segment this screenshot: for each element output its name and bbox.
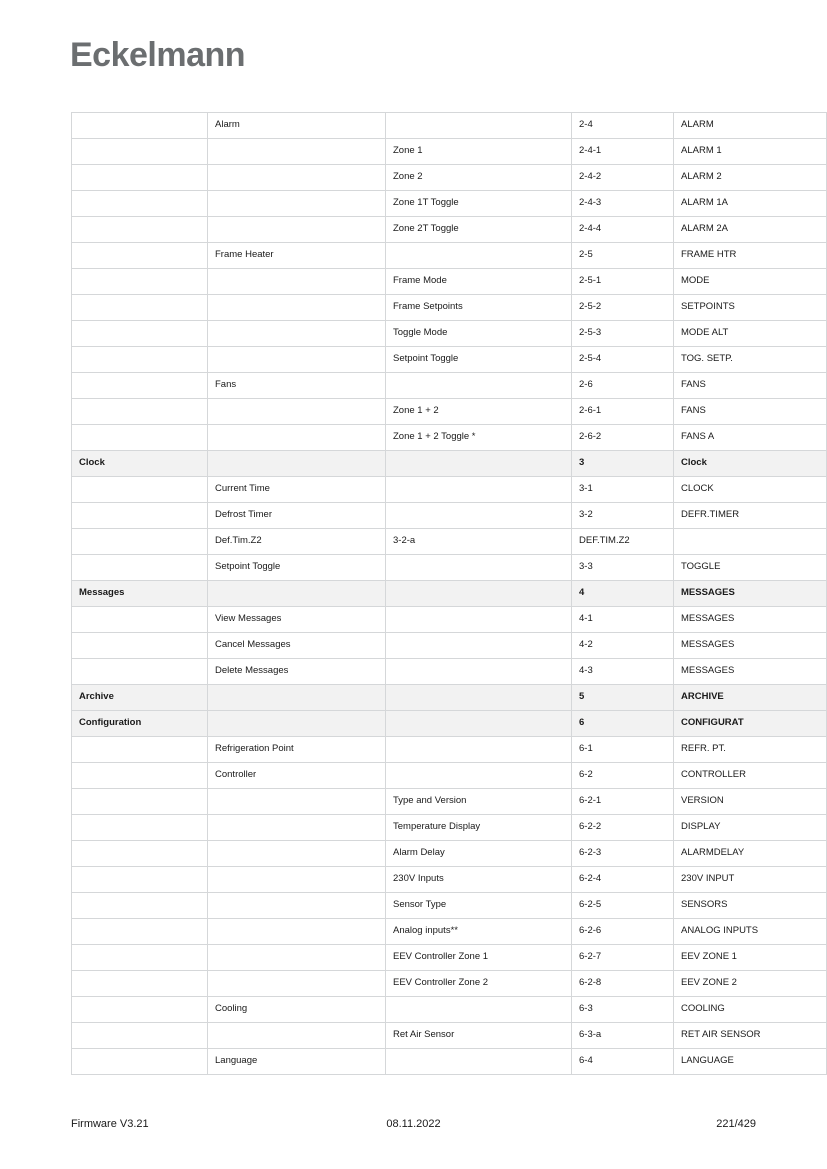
table-cell: ALARMDELAY bbox=[674, 841, 827, 867]
table-row bbox=[72, 295, 827, 321]
table-cell bbox=[72, 971, 208, 997]
table-cell: EEV Controller Zone 1 bbox=[386, 945, 572, 971]
table-cell: SENSORS bbox=[674, 893, 827, 919]
table-cell bbox=[208, 269, 386, 295]
table-row bbox=[72, 139, 827, 165]
table-cell bbox=[72, 815, 208, 841]
table-cell: FANS bbox=[674, 399, 827, 425]
table-cell bbox=[386, 607, 572, 633]
table-row bbox=[72, 425, 827, 451]
table-cell bbox=[72, 165, 208, 191]
table-cell: ALARM 1 bbox=[674, 139, 827, 165]
table-row bbox=[72, 243, 827, 269]
table-cell bbox=[208, 347, 386, 373]
page-footer bbox=[0, 1118, 827, 1142]
table-cell: ARCHIVE bbox=[674, 685, 827, 711]
table-cell bbox=[208, 425, 386, 451]
table-cell: Delete Messages bbox=[208, 659, 386, 685]
footer-page-number: 221/429 bbox=[716, 1118, 756, 1130]
table-cell: EEV ZONE 2 bbox=[674, 971, 827, 997]
table-cell: 6-2-7 bbox=[572, 945, 674, 971]
table-cell bbox=[72, 399, 208, 425]
table-cell bbox=[72, 477, 208, 503]
table-cell: 6 bbox=[572, 711, 674, 737]
table-cell bbox=[72, 503, 208, 529]
table-row bbox=[72, 737, 827, 763]
table-cell: FANS bbox=[674, 373, 827, 399]
table-cell: ALARM 2A bbox=[674, 217, 827, 243]
table-cell bbox=[208, 1023, 386, 1049]
table-cell bbox=[72, 893, 208, 919]
table-cell: 2-4-2 bbox=[572, 165, 674, 191]
table-cell bbox=[72, 945, 208, 971]
table-cell: RET AIR SENSOR bbox=[674, 1023, 827, 1049]
table-row bbox=[72, 217, 827, 243]
table-cell bbox=[208, 451, 386, 477]
table-cell: LANGUAGE bbox=[674, 1049, 827, 1075]
table-cell bbox=[208, 165, 386, 191]
table-row bbox=[72, 971, 827, 997]
table-cell bbox=[386, 451, 572, 477]
table-cell bbox=[208, 867, 386, 893]
table-row bbox=[72, 347, 827, 373]
table-cell bbox=[386, 711, 572, 737]
table-cell: 3 bbox=[572, 451, 674, 477]
table-row bbox=[72, 945, 827, 971]
table-cell bbox=[72, 841, 208, 867]
table-cell: 6-2-3 bbox=[572, 841, 674, 867]
table-cell bbox=[386, 555, 572, 581]
table-cell bbox=[208, 971, 386, 997]
table-cell bbox=[208, 685, 386, 711]
table-cell bbox=[72, 1049, 208, 1075]
table-row bbox=[72, 919, 827, 945]
table-cell: 2-5 bbox=[572, 243, 674, 269]
table-cell: 4-3 bbox=[572, 659, 674, 685]
table-row bbox=[72, 633, 827, 659]
table-cell: MESSAGES bbox=[674, 581, 827, 607]
table-cell bbox=[72, 425, 208, 451]
table-cell: Ret Air Sensor bbox=[386, 1023, 572, 1049]
table-cell: Clock bbox=[674, 451, 827, 477]
table-cell: MODE ALT bbox=[674, 321, 827, 347]
table-cell bbox=[386, 737, 572, 763]
table-cell bbox=[386, 243, 572, 269]
table-cell bbox=[72, 1023, 208, 1049]
table-cell bbox=[386, 997, 572, 1023]
table-cell: Archive bbox=[72, 685, 208, 711]
table-row bbox=[72, 789, 827, 815]
table-cell: Zone 1T Toggle bbox=[386, 191, 572, 217]
table-cell bbox=[72, 633, 208, 659]
table-cell bbox=[674, 529, 827, 555]
table-row bbox=[72, 321, 827, 347]
table-row bbox=[72, 997, 827, 1023]
table-cell: Defrost Timer bbox=[208, 503, 386, 529]
footer-date: 08.11.2022 bbox=[386, 1118, 441, 1130]
table-cell bbox=[72, 373, 208, 399]
table-cell: 2-4-3 bbox=[572, 191, 674, 217]
table-cell: 6-2-1 bbox=[572, 789, 674, 815]
table-cell: Fans bbox=[208, 373, 386, 399]
table-cell bbox=[208, 711, 386, 737]
table-cell: TOG. SETP. bbox=[674, 347, 827, 373]
table-cell: 3-1 bbox=[572, 477, 674, 503]
table-cell: MESSAGES bbox=[674, 659, 827, 685]
table-cell bbox=[72, 789, 208, 815]
table-cell: 6-1 bbox=[572, 737, 674, 763]
table-cell: REFR. PT. bbox=[674, 737, 827, 763]
table-row bbox=[72, 815, 827, 841]
table-cell bbox=[386, 685, 572, 711]
table-cell: Zone 2T Toggle bbox=[386, 217, 572, 243]
table-cell bbox=[72, 243, 208, 269]
table-cell: 230V INPUT bbox=[674, 867, 827, 893]
table-cell: VERSION bbox=[674, 789, 827, 815]
table-cell: Configuration bbox=[72, 711, 208, 737]
table-row bbox=[72, 685, 827, 711]
table-cell bbox=[208, 581, 386, 607]
table-row bbox=[72, 581, 827, 607]
table-cell bbox=[386, 581, 572, 607]
table-cell: MODE bbox=[674, 269, 827, 295]
table-cell bbox=[208, 919, 386, 945]
table-cell: 2-6-2 bbox=[572, 425, 674, 451]
table-cell bbox=[208, 217, 386, 243]
company-logo: Eckelmann bbox=[70, 36, 246, 74]
table-cell: 2-6 bbox=[572, 373, 674, 399]
table-row bbox=[72, 451, 827, 477]
table-cell: 6-3 bbox=[572, 997, 674, 1023]
table-cell bbox=[72, 217, 208, 243]
table-body bbox=[72, 113, 827, 1075]
table-cell bbox=[72, 555, 208, 581]
table-cell: 4 bbox=[572, 581, 674, 607]
table-cell: 230V Inputs bbox=[386, 867, 572, 893]
table-cell: 6-2-4 bbox=[572, 867, 674, 893]
table-cell bbox=[72, 607, 208, 633]
table-cell: Alarm bbox=[208, 113, 386, 139]
table-cell bbox=[72, 295, 208, 321]
table-cell: Setpoint Toggle bbox=[386, 347, 572, 373]
table-cell: 6-2-8 bbox=[572, 971, 674, 997]
table-cell: EEV ZONE 1 bbox=[674, 945, 827, 971]
table-cell: 4-1 bbox=[572, 607, 674, 633]
table-row bbox=[72, 529, 827, 555]
table-cell: 6-3-a bbox=[572, 1023, 674, 1049]
table-cell bbox=[386, 763, 572, 789]
table-cell: 4-2 bbox=[572, 633, 674, 659]
table-cell bbox=[208, 893, 386, 919]
table-cell: SETPOINTS bbox=[674, 295, 827, 321]
table-cell: 6-2-2 bbox=[572, 815, 674, 841]
table-row bbox=[72, 555, 827, 581]
footer-firmware: Firmware V3.21 bbox=[71, 1118, 149, 1130]
table-cell bbox=[386, 659, 572, 685]
table-cell: 2-5-2 bbox=[572, 295, 674, 321]
table-cell: Frame Setpoints bbox=[386, 295, 572, 321]
table-row bbox=[72, 477, 827, 503]
table-row bbox=[72, 1049, 827, 1075]
table-cell: Zone 1 bbox=[386, 139, 572, 165]
table-cell bbox=[208, 191, 386, 217]
table-row bbox=[72, 893, 827, 919]
table-cell: 6-2-5 bbox=[572, 893, 674, 919]
table-cell: Controller bbox=[208, 763, 386, 789]
table-cell: Frame Heater bbox=[208, 243, 386, 269]
table-cell: ANALOG INPUTS bbox=[674, 919, 827, 945]
table-cell: Refrigeration Point bbox=[208, 737, 386, 763]
menu-structure-table bbox=[71, 112, 827, 1075]
table-cell: FANS A bbox=[674, 425, 827, 451]
table-cell bbox=[208, 399, 386, 425]
table-row bbox=[72, 503, 827, 529]
table-cell bbox=[72, 763, 208, 789]
table-row bbox=[72, 659, 827, 685]
table-cell bbox=[386, 373, 572, 399]
table-cell: FRAME HTR bbox=[674, 243, 827, 269]
table-cell: Analog inputs** bbox=[386, 919, 572, 945]
table-cell bbox=[386, 503, 572, 529]
table-cell: Zone 1 + 2 bbox=[386, 399, 572, 425]
table-row bbox=[72, 113, 827, 139]
table-cell: ALARM bbox=[674, 113, 827, 139]
table-cell bbox=[72, 659, 208, 685]
table-cell: Sensor Type bbox=[386, 893, 572, 919]
table-cell: 5 bbox=[572, 685, 674, 711]
table-cell bbox=[386, 113, 572, 139]
table-row bbox=[72, 165, 827, 191]
table-cell bbox=[208, 841, 386, 867]
table-cell: Setpoint Toggle bbox=[208, 555, 386, 581]
table-cell bbox=[208, 321, 386, 347]
table-cell bbox=[72, 919, 208, 945]
table-cell: Type and Version bbox=[386, 789, 572, 815]
table-cell bbox=[72, 113, 208, 139]
table-cell bbox=[208, 815, 386, 841]
table-cell: Cancel Messages bbox=[208, 633, 386, 659]
table-cell bbox=[208, 295, 386, 321]
table-cell bbox=[72, 191, 208, 217]
table-cell: MESSAGES bbox=[674, 607, 827, 633]
table-row bbox=[72, 269, 827, 295]
table-cell bbox=[208, 945, 386, 971]
table-cell bbox=[386, 633, 572, 659]
table-cell bbox=[72, 529, 208, 555]
table-cell bbox=[386, 1049, 572, 1075]
table-cell: 6-2-6 bbox=[572, 919, 674, 945]
table-cell: 3-3 bbox=[572, 555, 674, 581]
table-cell bbox=[72, 867, 208, 893]
table-cell: Frame Mode bbox=[386, 269, 572, 295]
table-row bbox=[72, 841, 827, 867]
table-cell: CONFIGURAT bbox=[674, 711, 827, 737]
table-cell: Zone 2 bbox=[386, 165, 572, 191]
table-cell: DISPLAY bbox=[674, 815, 827, 841]
table-cell: 3-2 bbox=[572, 503, 674, 529]
table-cell: 2-5-1 bbox=[572, 269, 674, 295]
table-cell bbox=[72, 139, 208, 165]
table-cell: ALARM 2 bbox=[674, 165, 827, 191]
table-cell: EEV Controller Zone 2 bbox=[386, 971, 572, 997]
table-row bbox=[72, 1023, 827, 1049]
table-cell bbox=[72, 347, 208, 373]
table-cell: Language bbox=[208, 1049, 386, 1075]
table-cell: Temperature Display bbox=[386, 815, 572, 841]
table-cell bbox=[386, 477, 572, 503]
table-cell: Current Time bbox=[208, 477, 386, 503]
table-cell: 2-4-4 bbox=[572, 217, 674, 243]
table-cell: Messages bbox=[72, 581, 208, 607]
table-cell bbox=[72, 269, 208, 295]
table-cell: CLOCK bbox=[674, 477, 827, 503]
table-cell: ALARM 1A bbox=[674, 191, 827, 217]
table-cell: 2-4 bbox=[572, 113, 674, 139]
table-cell: 2-5-3 bbox=[572, 321, 674, 347]
table-cell bbox=[208, 789, 386, 815]
table-cell: 2-5-4 bbox=[572, 347, 674, 373]
table-cell: 6-2 bbox=[572, 763, 674, 789]
table-row bbox=[72, 191, 827, 217]
table-cell bbox=[72, 997, 208, 1023]
table-cell: COOLING bbox=[674, 997, 827, 1023]
table-row bbox=[72, 607, 827, 633]
table-cell: Zone 1 + 2 Toggle * bbox=[386, 425, 572, 451]
table-cell: DEF.TIM.Z2 bbox=[572, 529, 674, 555]
table-cell: DEFR.TIMER bbox=[674, 503, 827, 529]
table-cell: Clock bbox=[72, 451, 208, 477]
table-cell: CONTROLLER bbox=[674, 763, 827, 789]
table-row bbox=[72, 763, 827, 789]
table-cell: TOGGLE bbox=[674, 555, 827, 581]
table-row bbox=[72, 399, 827, 425]
table-cell: 2-4-1 bbox=[572, 139, 674, 165]
table-row bbox=[72, 867, 827, 893]
table-cell: 6-4 bbox=[572, 1049, 674, 1075]
table-cell: Alarm Delay bbox=[386, 841, 572, 867]
table-cell bbox=[208, 139, 386, 165]
table-row bbox=[72, 373, 827, 399]
table-cell: Def.Tim.Z2 bbox=[208, 529, 386, 555]
table-cell: MESSAGES bbox=[674, 633, 827, 659]
table-cell: 3-2-a bbox=[386, 529, 572, 555]
table-cell: View Messages bbox=[208, 607, 386, 633]
table-cell: 2-6-1 bbox=[572, 399, 674, 425]
table-cell bbox=[72, 321, 208, 347]
table-cell: Toggle Mode bbox=[386, 321, 572, 347]
table-row bbox=[72, 711, 827, 737]
table-cell bbox=[72, 737, 208, 763]
table-cell: Cooling bbox=[208, 997, 386, 1023]
